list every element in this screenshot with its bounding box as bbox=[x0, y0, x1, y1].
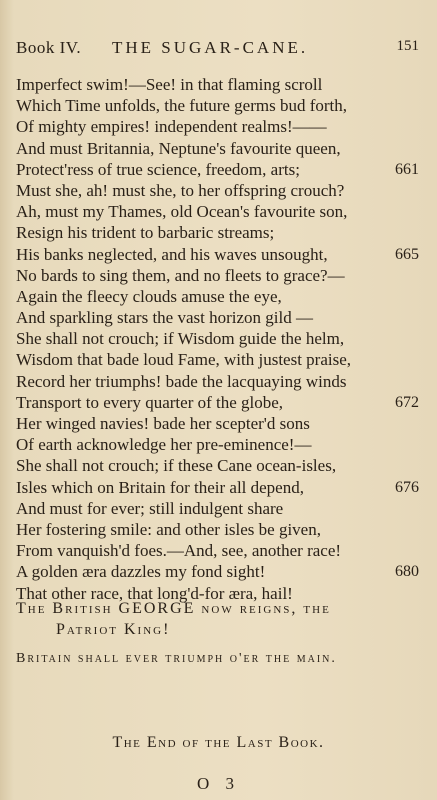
poem-line-text: Imperfect swim!—See! in that flaming scroll bbox=[16, 75, 323, 94]
poem-line bbox=[16, 116, 423, 137]
poem-line bbox=[16, 265, 423, 286]
closing-line-1: The British GEORGE now reigns, the bbox=[16, 600, 331, 617]
poem-line-text: Resign his trident to barbaric streams; bbox=[16, 223, 275, 243]
poem-line-text: Which Time unfolds, the future germs bud forth, bbox=[16, 96, 347, 116]
poem-line bbox=[16, 349, 423, 370]
poem-line-text: Of mighty empires! independent realms!—— bbox=[16, 117, 327, 137]
poem-line-text: A golden æra dazzles my fond sight! bbox=[16, 562, 266, 582]
poem-line-text: Isles which on Britain for their all depend, bbox=[16, 477, 304, 497]
poem-line bbox=[16, 201, 423, 222]
poem-line bbox=[16, 498, 423, 519]
poem-line bbox=[16, 540, 423, 561]
poem-line-text: She shall not crouch; if Wisdom guide the helm, bbox=[16, 329, 345, 349]
poem-line-text: No bards to sing them, and no fleets to grace?— bbox=[16, 265, 345, 285]
line-number: 676 bbox=[395, 478, 419, 496]
closing-line-3: Britain shall ever triumph o'er the main. bbox=[16, 651, 337, 667]
poem-line bbox=[16, 561, 423, 582]
poem-line bbox=[16, 434, 423, 455]
poem-line bbox=[16, 95, 423, 116]
poem-line-text: Transport to every quarter of the globe, bbox=[16, 392, 284, 412]
poem-line bbox=[16, 328, 423, 349]
poem-line bbox=[16, 455, 423, 476]
poem-line bbox=[16, 286, 423, 307]
book-number: Book IV. bbox=[16, 38, 82, 57]
line-number: 665 bbox=[395, 245, 419, 263]
closing-line-2: Patriot King! bbox=[56, 621, 171, 639]
signature-mark: O 3 bbox=[196, 774, 241, 793]
poem-line bbox=[16, 371, 423, 392]
running-title: THE SUGAR-CANE. bbox=[112, 38, 309, 57]
poem-line-text: Her fostering smile: and other isles be given, bbox=[16, 519, 321, 539]
poem-line-text: And sparkling stars the vast horizon gild — bbox=[16, 308, 313, 328]
poem-line-text: And must for ever; still indulgent share bbox=[16, 498, 284, 518]
poem-line-text: Of earth acknowledge her pre-eminence!— bbox=[16, 435, 312, 455]
poem-text bbox=[16, 74, 423, 604]
poem-line-text: Wisdom that bade loud Fame, with justest praise, bbox=[16, 350, 352, 370]
poem-line bbox=[16, 159, 423, 180]
poem-line bbox=[16, 244, 423, 265]
poem-line-text: Her winged navies! bade her scepter'd sons bbox=[16, 414, 310, 433]
poem-line bbox=[16, 222, 423, 243]
poem-line bbox=[16, 392, 423, 413]
poem-line bbox=[16, 74, 423, 95]
poem-line-text: That other race, that long'd-for æra, hail! bbox=[16, 583, 293, 603]
end-of-book: The End of the Last Book. bbox=[112, 734, 325, 751]
poem-line-text: And must Britannia, Neptune's favourite queen, bbox=[16, 138, 341, 158]
poem-line bbox=[16, 307, 423, 328]
poem-line-text: His banks neglected, and his waves unsought, bbox=[16, 244, 328, 264]
poem-line-text: From vanquish'd foes.—And, see, another race! bbox=[16, 541, 342, 561]
poem-line-text: Protect'ress of true science, freedom, arts; bbox=[16, 159, 300, 179]
line-number: 672 bbox=[395, 393, 419, 411]
page-number: 151 bbox=[396, 38, 419, 54]
poem-line bbox=[16, 519, 423, 540]
running-header bbox=[16, 36, 423, 62]
line-number: 661 bbox=[395, 160, 419, 178]
poem-line bbox=[16, 413, 423, 434]
poem-line bbox=[16, 138, 423, 159]
line-number: 680 bbox=[395, 563, 419, 581]
closing-verse bbox=[16, 598, 423, 670]
poem-line-text: Record her triumphs! bade the lacquaying winds bbox=[16, 371, 347, 391]
poem-line-text: She shall not crouch; if these Cane ocean-isles, bbox=[16, 456, 337, 476]
poem-line-text: Must she, ah! must she, to her offspring crouch? bbox=[16, 180, 345, 200]
poem-line-text: Ah, must my Thames, old Ocean's favourite son, bbox=[16, 202, 348, 222]
poem-line-text: Again the fleecy clouds amuse the eye, bbox=[16, 286, 282, 306]
poem-line bbox=[16, 477, 423, 498]
poem-line bbox=[16, 180, 423, 201]
